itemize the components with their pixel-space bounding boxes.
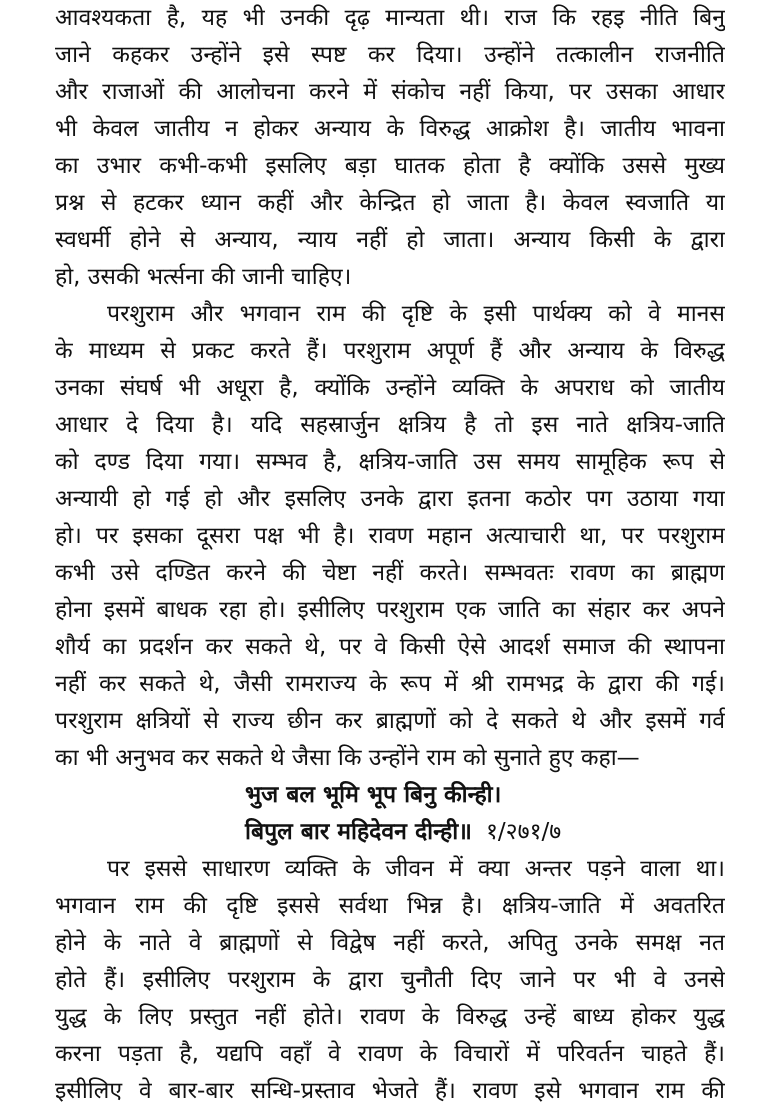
text-line: परशुराम और भगवान राम की दृष्टि के इसी पार्थक्य को वे मानस [107,301,725,327]
text-line: जाने कहकर उन्होंने इसे स्पष्ट कर दिया। उन्होंने तत्कालीन राजनीति [55,42,725,68]
text-line: को दण्ड दिया गया। सम्भव है, क्षत्रिय-जाति उस समय सामूहिक रूप से [55,449,725,475]
text-line: प्रश्न से हटकर ध्यान कहीं और केन्द्रित हो जाता है। केवल स्वजाति या [55,190,725,216]
verse-line-2 [55,814,725,851]
verse-quote [55,777,725,851]
paragraph-1 [55,0,725,296]
verse-line-1: भुज बल भूमि भूप बिनु कीन्ही। [245,782,502,808]
text-line: परशुराम क्षत्रियों से राज्य छीन कर ब्राह्मणों को दे सकते थे और इसमें गर्व [55,708,725,734]
text-line: भगवान राम की दृष्टि इससे सर्वथा भिन्न है। क्षत्रिय-जाति में अवतरित [55,893,725,919]
text-line: भी केवल जातीय न होकर अन्याय के विरुद्ध आक्रोश है। जातीय भावना [55,116,725,142]
text-line: हो। पर इसका दूसरा पक्ष भी है। रावण महान अत्याचारी था, पर परशुराम [55,523,725,549]
verse-line-2-text: बिपुल बार महिदेवन दीन्ही॥ [245,819,472,845]
text-line: होना इसमें बाधक रहा हो। इसीलिए परशुराम एक जाति का संहार कर अपने [55,597,725,623]
text-line: शौर्य का प्रदर्शन कर सकते थे, पर वे किसी ऐसे आदर्श समाज की स्थापना [55,634,725,660]
text-line: के माध्यम से प्रकट करते हैं। परशुराम अपूर्ण हैं और अन्याय के विरुद्ध [55,338,725,364]
text-line: करना पड़ता है, यद्यपि वहाँ वे रावण के विचारों में परिवर्तन चाहते हैं। [55,1041,725,1067]
verse-reference: १/२७१/७ [485,819,562,845]
text-line: स्वधर्मी होने से अन्याय, न्याय नहीं हो जाता। अन्याय किसी के द्वारा [55,227,725,253]
text-line: कभी उसे दण्डित करने की चेष्टा नहीं करते। सम्भवतः रावण का ब्राह्मण [55,560,725,586]
text-line: पर इससे साधारण व्यक्ति के जीवन में क्या अन्तर पड़ने वाला था। [107,856,725,882]
text-line: और राजाओं की आलोचना करने में संकोच नहीं किया, पर उसका आधार [55,79,725,105]
text-line: होते हैं। इसीलिए परशुराम के द्वारा चुनौती दिए जाने पर भी वे उनसे [55,967,725,993]
text-line: युद्ध के लिए प्रस्तुत नहीं होते। रावण के विरुद्ध उन्हें बाध्य होकर युद्ध [55,1004,725,1030]
paragraph-3 [55,851,725,1110]
document-page [55,0,725,1110]
text-line: अन्यायी हो गई हो और इसलिए उनके द्वारा इतना कठोर पग उठाया गया [55,486,725,512]
text-line: का भी अनुभव कर सकते थे जैसा कि उन्होंने राम को सुनाते हुए कहा— [55,745,640,771]
text-line: का उभार कभी-कभी इसलिए बड़ा घातक होता है क्योंकि उससे मुख्य [55,153,725,179]
text-line: नहीं कर सकते थे, जैसी रामराज्य के रूप में श्री रामभद्र के द्वारा की गई। [55,671,725,697]
text-line: आवश्यकता है, यह भी उनकी दृढ़ मान्यता थी। राज कि रहइ नीति बिनु [55,5,725,31]
paragraph-2 [55,296,725,777]
text-line: हो, उसकी भर्त्सना की जानी चाहिए। [55,264,352,290]
text-line: इसीलिए वे बार-बार सन्धि-प्रस्ताव भेजते हैं। रावण इसे भगवान राम की [55,1078,725,1104]
text-line: उनका संघर्ष भी अधूरा है, क्योंकि उन्होंने व्यक्ति के अपराध को जातीय [55,375,725,401]
text-line: आधार दे दिया है। यदि सहस्रार्जुन क्षत्रिय है तो इस नाते क्षत्रिय-जाति [55,412,725,438]
text-line: होने के नाते वे ब्राह्मणों से विद्वेष नहीं करते, अपितु उनके समक्ष नत [55,930,725,956]
